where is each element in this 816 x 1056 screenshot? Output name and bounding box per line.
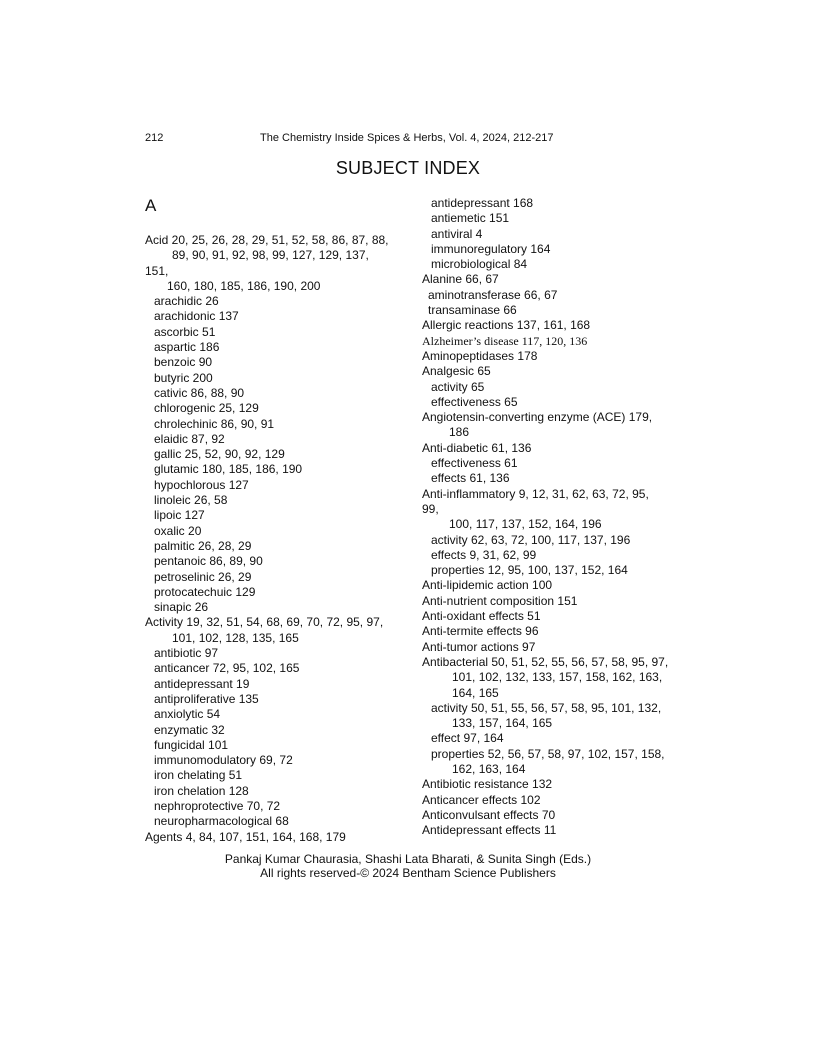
index-entry: arachidonic 137 <box>154 309 239 324</box>
index-entry: 160, 180, 185, 186, 190, 200 <box>167 278 321 293</box>
index-entry: anxiolytic 54 <box>154 707 221 722</box>
index-entry: antidepressant 168 <box>431 196 534 210</box>
index-entry: benzoic 90 <box>154 355 213 370</box>
index-entry: anticancer 72, 95, 102, 165 <box>154 661 300 676</box>
index-entry: effects 9, 31, 62, 99 <box>431 547 537 562</box>
index-entry: chlorogenic 25, 129 <box>154 401 259 416</box>
index-entry: Anti-tumor actions 97 <box>422 639 536 654</box>
index-entry: petroselinic 26, 29 <box>154 569 252 584</box>
index-entry: Alzheimer’s disease 117, 120, 136 <box>422 333 588 348</box>
index-entry: Anti-termite effects 96 <box>422 624 539 639</box>
index-entry: antiviral 4 <box>431 226 483 241</box>
index-entry: effectiveness 65 <box>431 394 518 409</box>
index-entry: antibiotic 97 <box>154 646 219 661</box>
index-entry: 133, 157, 164, 165 <box>452 716 553 731</box>
index-entry: Anti-nutrient composition 151 <box>422 593 578 608</box>
index-entry: aminotransferase 66, 67 <box>428 287 558 302</box>
index-entry: Anti-lipidemic action 100 <box>422 578 553 593</box>
index-entry: butyric 200 <box>154 370 213 385</box>
page-title: SUBJECT INDEX <box>335 158 481 178</box>
index-entry: 164, 165 <box>452 685 499 700</box>
index-entry: pentanoic 86, 89, 90 <box>154 554 263 569</box>
index-column-left <box>145 233 405 845</box>
section-letter: A <box>145 196 157 215</box>
index-entry: 100, 117, 137, 152, 164, 196 <box>449 517 602 532</box>
index-entry: Antibiotic resistance 132 <box>422 777 553 792</box>
index-entry: ascorbic 51 <box>154 324 216 339</box>
index-entry: iron chelation 128 <box>154 783 249 798</box>
index-entry: neuropharmacological 68 <box>154 814 289 829</box>
index-entry: Anticonvulsant effects 70 <box>422 807 556 822</box>
index-entry: aspartic 186 <box>154 340 220 355</box>
running-title: The Chemistry Inside Spices & Herbs, Vol. 4, 2024, 212-217 <box>260 132 554 144</box>
index-entry: immunomodulatory 69, 72 <box>154 753 293 768</box>
index-entry: oxalic 20 <box>154 523 202 538</box>
index-entry: antidepressant 19 <box>154 676 250 691</box>
index-column-right <box>422 196 692 838</box>
index-entry: cativic 86, 88, 90 <box>154 385 245 400</box>
index-entry: enzymatic 32 <box>154 722 225 737</box>
index-entry: nephroprotective 70, 72 <box>154 798 281 813</box>
index-entry: sinapic 26 <box>154 600 209 615</box>
index-entry: protocatechuic 129 <box>154 584 256 599</box>
index-entry: 89, 90, 91, 92, 98, 99, 127, 129, 137, <box>172 248 369 263</box>
index-entry: Anti-diabetic 61, 136 <box>422 440 532 455</box>
index-entry: linoleic 26, 58 <box>154 493 228 508</box>
index-entry: Anti-oxidant effects 51 <box>422 609 541 624</box>
index-entry: Allergic reactions 137, 161, 168 <box>422 318 591 333</box>
index-entry: activity 50, 51, 55, 56, 57, 58, 95, 101, 132, <box>431 700 662 715</box>
index-entry: microbiological 84 <box>431 257 528 272</box>
index-entry: activity 65 <box>431 379 485 394</box>
index-entry: 151, <box>145 263 169 278</box>
index-entry: chrolechinic 86, 90, 91 <box>154 416 275 431</box>
index-entry: antiemetic 151 <box>431 211 510 226</box>
index-entry: Activity 19, 32, 51, 54, 68, 69, 70, 72, 95, 97, <box>145 615 384 630</box>
index-entry: 101, 102, 132, 133, 157, 158, 162, 163, <box>452 670 663 685</box>
index-entry: fungicidal 101 <box>154 737 229 752</box>
index-entry: elaidic 87, 92 <box>154 431 225 446</box>
index-entry: gallic 25, 52, 90, 92, 129 <box>154 447 285 462</box>
index-entry: hypochlorous 127 <box>154 477 249 492</box>
index-entry: effects 61, 136 <box>431 471 510 486</box>
index-entry: Analgesic 65 <box>422 364 491 379</box>
index-entry: transaminase 66 <box>428 303 517 318</box>
index-entry: antiproliferative 135 <box>154 691 259 706</box>
index-entry: effect 97, 164 <box>431 731 504 746</box>
footer-editors: Pankaj Kumar Chaurasia, Shashi Lata Bharati, & Sunita Singh (Eds.) <box>224 852 592 866</box>
index-entry: Anti-inflammatory 9, 12, 31, 62, 63, 72, 95, <box>422 486 649 501</box>
index-entry: glutamic 180, 185, 186, 190 <box>154 462 303 477</box>
footer-copyright: All rights reserved-© 2024 Bentham Science Publishers <box>260 866 556 880</box>
index-entry: 186 <box>449 425 470 440</box>
index-entry: Agents 4, 84, 107, 151, 164, 168, 179 <box>145 829 346 844</box>
index-entry: palmitic 26, 28, 29 <box>154 538 252 553</box>
index-entry: 101, 102, 128, 135, 165 <box>172 630 299 645</box>
index-entry: iron chelating 51 <box>154 768 243 783</box>
index-entry: properties 52, 56, 57, 58, 97, 102, 157, 158, <box>431 746 665 761</box>
index-entry: Aminopeptidases 178 <box>422 348 538 363</box>
index-entry: effectiveness 61 <box>431 456 518 471</box>
index-entry: 99, <box>422 501 439 516</box>
page-number: 212 <box>145 132 164 144</box>
index-entry: Acid 20, 25, 26, 28, 29, 51, 52, 58, 86, 87, 88, <box>145 233 389 247</box>
index-entry: Alanine 66, 67 <box>422 272 499 287</box>
index-entry: Anticancer effects 102 <box>422 792 541 807</box>
index-entry: Angiotensin-converting enzyme (ACE) 179, <box>422 410 653 425</box>
index-entry: Antidepressant effects 11 <box>422 823 557 838</box>
index-entry: arachidic 26 <box>154 294 219 309</box>
index-entry: 162, 163, 164 <box>452 761 526 776</box>
index-entry: lipoic 127 <box>154 508 205 523</box>
index-entry: activity 62, 63, 72, 100, 117, 137, 196 <box>431 532 631 547</box>
index-entry: immunoregulatory 164 <box>431 241 551 256</box>
index-entry: Antibacterial 50, 51, 52, 55, 56, 57, 58, 95, 97, <box>422 654 669 669</box>
index-entry: properties 12, 95, 100, 137, 152, 164 <box>431 563 628 578</box>
page-header <box>145 132 675 148</box>
